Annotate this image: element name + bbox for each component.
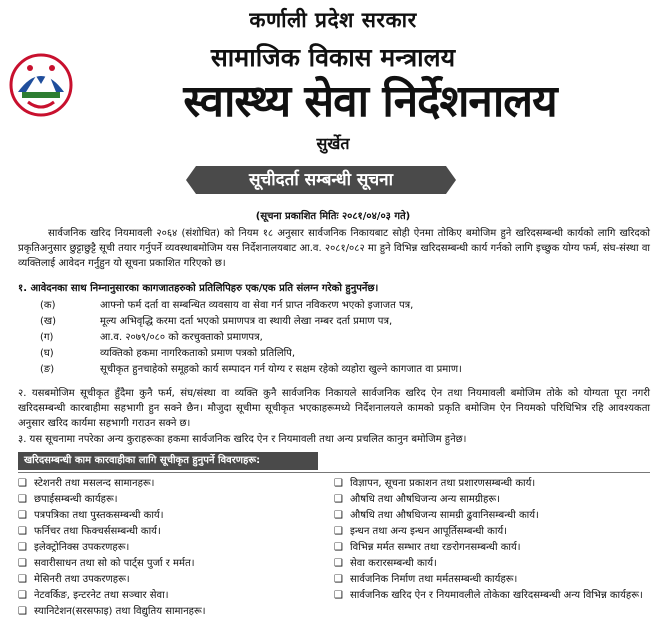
item-text: सेवा करारसम्बन्धी कार्य। <box>350 558 437 569</box>
item-text: इलेक्ट्रोनिक्स उपकरणहरू। <box>34 542 130 553</box>
item-key: (ग) <box>40 332 54 343</box>
right-column <box>334 476 650 620</box>
item-text: विज्ञापन, सूचना प्रकाशन तथा प्रशारणसम्बन्धी कार्य। <box>350 478 536 489</box>
item-text: औषधि तथा औषधिजन्य अन्य सामग्रीहरू। <box>350 494 500 505</box>
item-text: स्यानिटेशन(सरसफाइ) तथा विद्युतिय सामानहरू। <box>34 606 206 617</box>
item-text: आफ्नो फर्म दर्ता वा सम्बन्धित व्यवसाय वा सेवा गर्न प्राप्त नविकरण भएको इजाजत पत्र, <box>100 300 414 311</box>
section-1-heading: १. आवेदनका साथ निम्नानुसारका कागजातहरुको प्रतिलिपिहरु एक/एक प्रति संलग्न गरेको हुनुपर्नेछ। <box>18 283 379 294</box>
list-item <box>334 492 650 508</box>
list-item <box>18 604 334 620</box>
checkbox-bullet-icon: ❑ <box>334 542 343 553</box>
list-item <box>40 346 640 362</box>
checkbox-bullet-icon: ❑ <box>18 590 27 601</box>
item-text: मूल्य अभिवृद्धि करमा दर्ता भएको प्रमाणपत्र वा स्थायी लेखा नम्बर दर्ता प्रमाण पत्र, <box>100 316 393 327</box>
item-text: इन्धन तथा अन्य इन्धन आपूर्तिसम्बन्धी कार्य। <box>350 526 508 537</box>
item-text: औषधि तथा औषधिजन्य सामग्री ढुवानिसम्बन्धी कार्य। <box>350 510 539 521</box>
checkbox-bullet-icon: ❑ <box>18 542 27 553</box>
item-key: (घ) <box>40 348 54 359</box>
item-text: सार्वजनिक निर्माण तथा मर्मतसम्बन्धी कार्यहरू। <box>350 574 518 585</box>
list-item <box>334 588 650 604</box>
notice-title-banner: सूचीदर्ता सम्बन्धी सूचना <box>196 166 446 194</box>
province-government-title: कर्णाली प्रदेश सरकार <box>249 8 417 32</box>
ministry-title: सामाजिक विकास मन्त्रालय <box>210 43 456 72</box>
checkbox-bullet-icon: ❑ <box>18 574 27 585</box>
item-key: (ङ) <box>40 364 55 375</box>
list-item <box>334 572 650 588</box>
list-item <box>334 556 650 572</box>
item-text: पत्रपत्रिका तथा पुस्तकसम्बन्धी कार्य। <box>34 510 164 521</box>
list-item <box>18 492 334 508</box>
publish-date: (सूचना प्रकाशित मितिः २०८१/०४/०३ गते) <box>255 211 411 222</box>
checkbox-bullet-icon: ❑ <box>18 526 27 537</box>
list-item <box>18 524 334 540</box>
item-text: फर्निचर तथा फिक्चर्ससम्बन्धी कार्य। <box>34 526 161 537</box>
required-documents-list <box>40 298 640 378</box>
checkbox-bullet-icon: ❑ <box>18 494 27 505</box>
list-item <box>334 476 650 492</box>
checkbox-bullet-icon: ❑ <box>18 478 27 489</box>
list-item <box>18 556 334 572</box>
checkbox-bullet-icon: ❑ <box>334 478 343 489</box>
checkbox-bullet-icon: ❑ <box>18 510 27 521</box>
item-text: छपाईसम्बन्धी कार्यहरू। <box>34 494 118 505</box>
procurement-categories-header: खरिदसम्बन्धी काम कारवाहीका लागि सूचीकृत हुनुपर्ने विवरणहरू: <box>18 452 318 470</box>
item-text: सवारीसाधन तथा सो को पार्ट्स पुर्जा र मर्मत। <box>34 558 195 569</box>
checkbox-bullet-icon: ❑ <box>334 510 343 521</box>
item-text: स्टेशनरी तथा मसलन्द सामानहरू। <box>34 478 155 489</box>
checkbox-bullet-icon: ❑ <box>334 526 343 537</box>
list-item <box>334 524 650 540</box>
divider <box>18 472 650 473</box>
item-text: व्यक्तिको हकमा नागरिकताको प्रमाण पत्रको प्रतिलिपि, <box>100 348 296 359</box>
list-item <box>40 314 640 330</box>
left-column <box>18 476 334 620</box>
list-item <box>18 540 334 556</box>
section-2-paragraph: २. यसबमोजिम सूचीकृत हुँदैमा कुनै फर्म, संघ/संस्था वा व्यक्ति कुनै सार्वजनिक निकायले सार्वजनिक खरिद ऐन तथा नियमावली बमोजिम तोके को योग्यता पूरा नगरी खरिदसम्बन्धी कारबाहीमा सहभागी हुन सक्ने छैन। मौजुदा सूचीमा सूचीकृत भएकाहरूमध्ये निर्देशनालयले कामको प्रकृति बमोजिम ऐन नियमको परिधिभित्र रहि आवश्यकता अनुसार खरिद कार्यमा सहभागी गराउन सक्ने छ। <box>18 388 650 429</box>
checkbox-bullet-icon: ❑ <box>334 494 343 505</box>
list-item <box>18 508 334 524</box>
header <box>0 0 666 160</box>
item-key: (ख) <box>40 316 56 327</box>
list-item <box>18 588 334 604</box>
checkbox-bullet-icon: ❑ <box>334 574 343 585</box>
checkbox-bullet-icon: ❑ <box>334 590 343 601</box>
item-text: मेसिनरी तथा उपकरणहरू। <box>34 574 130 585</box>
list-item <box>18 476 334 492</box>
item-key: (क) <box>40 300 56 311</box>
item-text: आ.व. २०७९/०८० को करचुक्ताको प्रमाणपत्र, <box>100 332 263 343</box>
section-3-paragraph: ३. यस सूचनामा नपरेका अन्य कुराहरूका हकमा सार्वजनिक खरिद ऐन र नियमावली तथा अन्य प्रचलित कानुन बमोजिम हुनेछ। <box>18 434 467 445</box>
item-text: सार्वजनिक खरिद ऐन र नियमावलीले तोकेका खरिदसम्बन्धी अन्य विभिन्न कार्यहरू। <box>350 590 643 601</box>
checkbox-bullet-icon: ❑ <box>18 606 27 617</box>
list-item <box>40 362 640 378</box>
directorate-title: स्वास्थ्य सेवा निर्देशनालय <box>183 76 557 127</box>
intro-paragraph: सार्वजनिक खरिद नियमावली २०६४ (संशोधित) को नियम १८ अनुसार सार्वजनिक निकायबाट सोही ऐनमा तोकिए बमोजिम हुने खरिदसम्बन्धी कार्यको लागि खरिदको प्रकृतिअनुसार छुट्टाछुट्टै सूची तयार गर्नुपर्ने व्यवस्थाबमोजिम यस निर्देशनालयबाट आ.व. २०८१/०८२ मा हुने विभिन्न खरिदसम्बन्धी कार्य गर्नको लागि इच्छुक योग्य फर्म, संघ-संस्था वा व्यक्तिलाई आवेदन गर्नुहुन यो सूचना प्रकाशित गरिएको छ। <box>18 228 650 269</box>
list-item <box>334 540 650 556</box>
list-item <box>18 572 334 588</box>
checkbox-bullet-icon: ❑ <box>334 558 343 569</box>
item-text: नेटवर्किङ, इन्टरनेट तथा सञ्चार सेवा। <box>34 590 169 601</box>
procurement-categories <box>18 476 650 620</box>
item-text: सूचीकृत हुनचाहेको समूहको कार्य सम्पादन गर्न योग्य र सक्षम रहेको व्यहोरा खुल्ने कागजात वा प्रमाण। <box>100 364 462 375</box>
item-text: विभिन्न मर्मत सम्भार तथा रङरोगनसम्बन्धी कार्य। <box>350 542 521 553</box>
location-label: सुर्खेत <box>316 134 350 153</box>
list-item <box>40 298 640 314</box>
checkbox-bullet-icon: ❑ <box>18 558 27 569</box>
list-item <box>334 508 650 524</box>
list-item <box>40 330 640 346</box>
